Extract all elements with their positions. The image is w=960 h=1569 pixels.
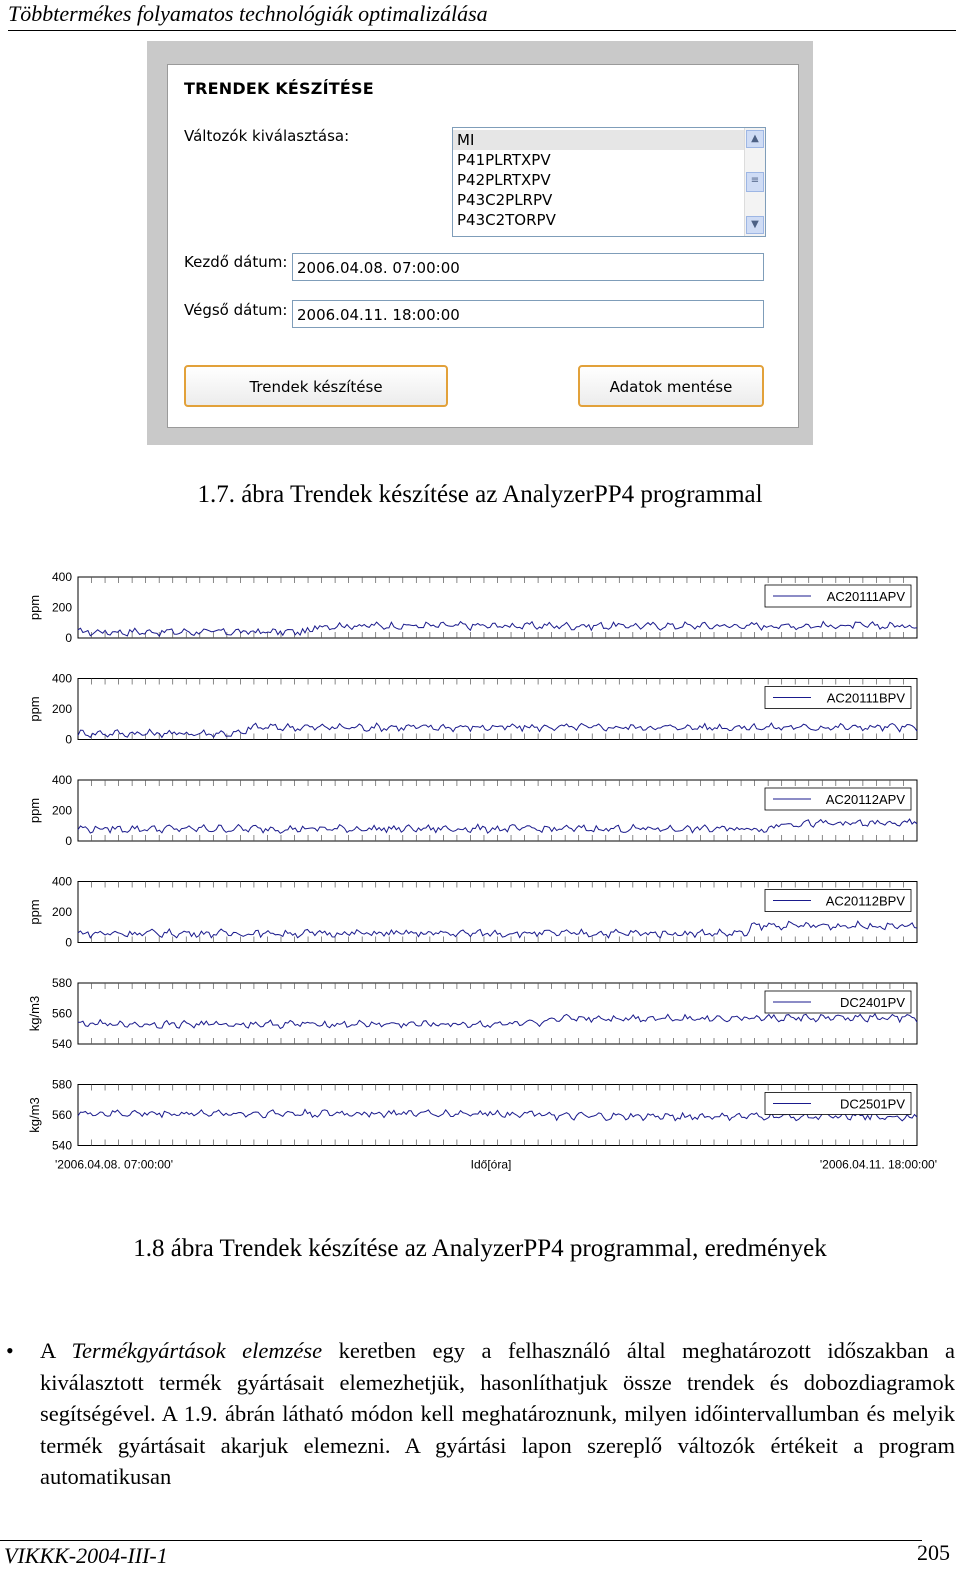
list-item[interactable]: P43C2PLRPV xyxy=(457,191,553,209)
end-date-label: Végső dátum: xyxy=(184,301,288,319)
y-tick-label: 560 xyxy=(51,1006,72,1021)
variables-listbox[interactable] xyxy=(452,127,766,237)
y-tick-label: 200 xyxy=(51,600,72,615)
y-tick-label: 200 xyxy=(51,905,72,919)
list-item[interactable]: P41PLRTXPV xyxy=(457,151,551,169)
list-item[interactable]: P42PLRTXPV xyxy=(457,171,551,189)
y-tick-label: 0 xyxy=(65,935,72,950)
y-axis-label: kg/m3 xyxy=(27,1097,42,1133)
y-axis-label: ppm xyxy=(27,797,42,824)
x-tick-label: '2006.04.11. 18:00:00' xyxy=(819,1157,937,1172)
running-header: Többtermékes folyamatos technológiák optimalizálása xyxy=(8,0,956,31)
y-tick-label: 540 xyxy=(51,1138,72,1153)
x-tick-label: '2006.04.08. 07:00:00' xyxy=(55,1157,174,1172)
y-axis-label: ppm xyxy=(27,899,42,925)
trend-chart xyxy=(0,560,960,1180)
list-item[interactable]: MI xyxy=(453,130,745,150)
end-date-field[interactable]: 2006.04.11. 18:00:00 xyxy=(292,300,764,328)
trend-dialog xyxy=(167,64,799,428)
y-tick-label: 560 xyxy=(51,1108,72,1122)
y-tick-label: 400 xyxy=(51,874,72,889)
list-item[interactable]: P43C2TORPV xyxy=(457,211,556,229)
y-axis-label: kg/m3 xyxy=(27,995,42,1032)
start-date-label: Kezdő dátum: xyxy=(184,253,288,271)
y-tick-label: 400 xyxy=(51,570,72,584)
scroll-up-icon[interactable]: ▲ xyxy=(746,130,764,148)
y-tick-label: 400 xyxy=(51,773,72,787)
y-tick-label: 200 xyxy=(51,803,72,818)
dialog-title: TRENDEK KÉSZÍTÉSE xyxy=(184,79,374,98)
legend-label: AC20112APV xyxy=(825,792,905,807)
create-trends-button[interactable]: Trendek készítése xyxy=(184,365,448,407)
y-tick-label: 580 xyxy=(51,976,72,990)
y-tick-label: 0 xyxy=(65,631,72,645)
listbox-scrollbar[interactable] xyxy=(744,128,765,236)
y-tick-label: 0 xyxy=(65,732,72,747)
y-axis-label: ppm xyxy=(27,594,42,621)
legend-label: AC20111APV xyxy=(826,589,905,604)
scroll-thumb[interactable]: ≡ xyxy=(746,172,764,192)
figure-caption: 1.8 ábra Trendek készítése az AnalyzerPP4 programmal, eredmények xyxy=(133,1235,827,1262)
y-tick-label: 200 xyxy=(51,702,72,716)
page-number: 205 xyxy=(917,1540,950,1565)
y-axis-label: ppm xyxy=(27,696,42,722)
legend-label: DC2401PV xyxy=(839,995,905,1010)
y-tick-label: 0 xyxy=(65,834,72,848)
y-tick-label: 580 xyxy=(51,1077,72,1092)
start-date-field[interactable]: 2006.04.08. 07:00:00 xyxy=(292,253,764,281)
y-tick-label: 400 xyxy=(51,671,72,686)
footer-rule xyxy=(0,1540,922,1541)
body-paragraph: A Termékgyártások elemzése keretben egy a felhasználó által meghatározott időszakban a kiválasztott termék gyártásait elemezhetjük, hasonlíthatjuk össze trendek és dobozdiagramok segítségével. A 1.9. ábrán látható módon kell meghatároznunk, milyen időintervallumban és melyik termék gyártásait akarjuk elemezni. A gyártási lapon szereplő változók értékeit a program automatikusan xyxy=(40,1338,956,1489)
footer-doc-id: VIKKK-2004-III-1 xyxy=(4,1543,168,1568)
scroll-down-icon[interactable]: ▼ xyxy=(746,216,764,234)
save-data-button[interactable]: Adatok mentése xyxy=(578,365,764,407)
legend-label: AC20111BPV xyxy=(826,690,905,706)
figure-caption: 1.7. ábra Trendek készítése az AnalyzerPP4 programmal xyxy=(197,481,763,508)
variables-label: Változók kiválasztása: xyxy=(184,127,350,145)
x-axis-label: Idő[óra] xyxy=(470,1157,512,1172)
legend-label: DC2501PV xyxy=(839,1096,905,1112)
bullet-icon: • xyxy=(6,1338,14,1363)
y-tick-label: 540 xyxy=(51,1037,72,1051)
legend-label: AC20112BPV xyxy=(825,893,905,909)
